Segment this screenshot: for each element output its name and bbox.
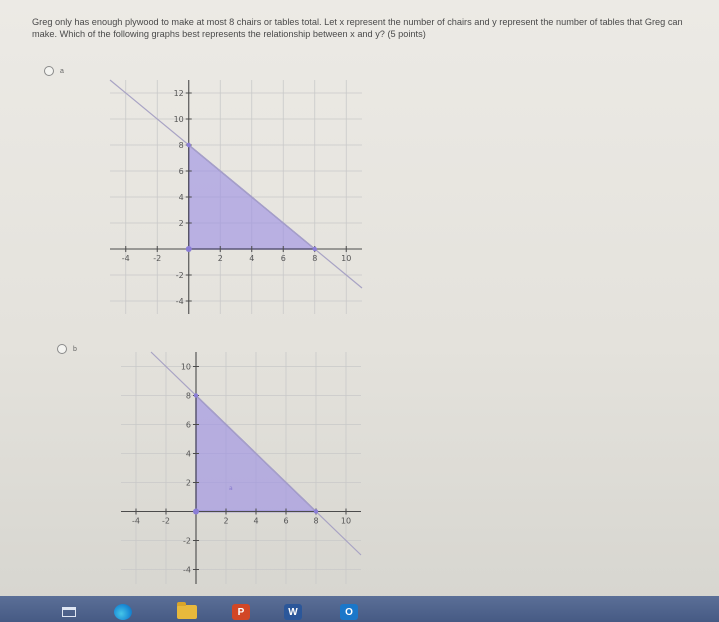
graph-a-boundary-line — [110, 80, 362, 288]
graph-b-x-tick-label: 10 — [340, 516, 352, 526]
outlook-icon[interactable] — [338, 602, 360, 622]
graph-b-x-tick-label: 6 — [283, 516, 289, 526]
question-text: Greg only has enough plywood to make at most 8 chairs or tables total. Let x represent the number of chairs and y represent the number of tables that Greg can make. Which of the following graphs best represents the relationship between x and y? (5 points) — [32, 17, 683, 39]
graph-b-x-tick-label: 2 — [223, 516, 229, 526]
graph-b-x-tick-label: -2 — [162, 516, 170, 526]
graph-b — [115, 348, 370, 593]
option-a-radio[interactable] — [44, 66, 54, 76]
word-icon[interactable] — [282, 602, 304, 622]
powerpoint-letter: P — [237, 606, 245, 618]
file-explorer-icon[interactable] — [176, 602, 198, 622]
graph-a-y-tick-label: 2 — [178, 219, 184, 228]
graph-a-y-tick-label: 10 — [173, 115, 184, 124]
option-a[interactable] — [44, 66, 64, 76]
graph-b-y-tick-label: 6 — [185, 420, 191, 430]
graph-a — [100, 76, 370, 321]
option-b-radio[interactable] — [57, 344, 67, 354]
graph-a-y-tick-label: 4 — [178, 193, 184, 202]
option-b-label: b — [73, 345, 77, 353]
task-view-icon[interactable] — [58, 602, 80, 622]
option-b[interactable] — [57, 344, 77, 354]
graph-a-y-tick-label: -4 — [175, 297, 184, 306]
graph-b-y-intercept-point — [194, 393, 198, 397]
graph-a-x-tick-label: 10 — [341, 254, 352, 263]
graph-a-x-tick-label: 2 — [217, 254, 223, 263]
graph-b-y-tick-label: -4 — [183, 565, 191, 575]
graph-b-x-tick-label: 4 — [253, 516, 259, 526]
outlook-letter: O — [345, 606, 353, 618]
graph-b-y-tick-label: 4 — [185, 449, 191, 459]
edge-icon[interactable] — [112, 602, 134, 622]
graph-b-y-tick-label: -2 — [183, 536, 191, 546]
graph-a-y-tick-label: 8 — [178, 141, 184, 150]
graph-a-x-tick-label: 4 — [249, 254, 255, 263]
graph-a-x-tick-label: 8 — [312, 254, 318, 263]
taskbar — [0, 596, 719, 622]
option-a-label: a — [60, 67, 64, 75]
graph-a-y-tick-label: -2 — [175, 271, 184, 280]
graph-b-y-tick-label: 2 — [185, 478, 191, 488]
graph-a-x-tick-label: -4 — [121, 254, 130, 263]
graph-a-y-tick-label: 12 — [173, 89, 184, 98]
graph-b-y-tick-label: 10 — [180, 362, 191, 372]
graph-b-x-tick-label: 8 — [313, 516, 319, 526]
graph-b-x-tick-label: -4 — [132, 516, 140, 526]
graph-a-x-tick-label: -2 — [153, 254, 162, 263]
powerpoint-icon[interactable] — [230, 602, 252, 622]
graph-a-y-tick-label: 6 — [178, 167, 184, 176]
graph-a-x-intercept-point — [313, 247, 317, 251]
graph-b-origin-point — [193, 509, 199, 515]
graph-a-origin-point — [186, 246, 192, 252]
graph-b-x-intercept-point — [314, 509, 318, 513]
graph-b-y-tick-label: 8 — [185, 391, 191, 401]
graph-a-y-intercept-point — [187, 143, 191, 147]
word-letter: W — [288, 606, 298, 618]
graph-a-x-tick-label: 6 — [280, 254, 286, 263]
graph-b-region-label: a — [229, 484, 233, 492]
